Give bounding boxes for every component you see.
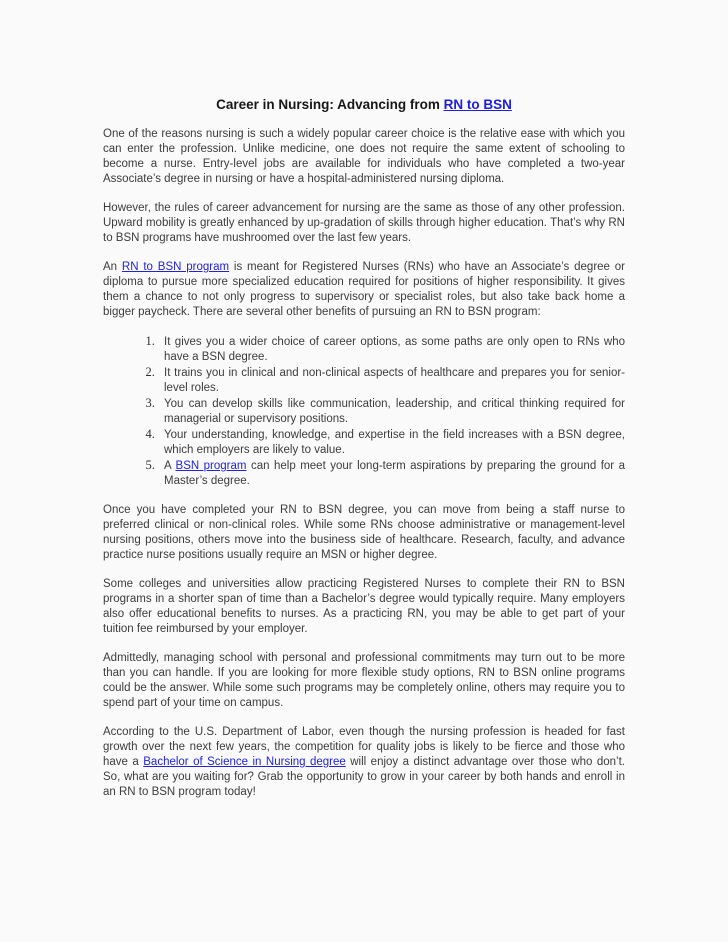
- paragraph-text: Admittedly, managing school with personal and professional commitments may turn out to be more than you can handle. If you are looking for more flexible study options, RN to BSN online programs could be the answer. While some such programs may be completely online, others may require you to spend part of your time on campus.: [103, 652, 625, 709]
- title-link-rn-to-bsn[interactable]: RN to BSN: [443, 97, 512, 112]
- benefits-list: [103, 334, 625, 489]
- paragraph-intro: [103, 127, 625, 187]
- page-title: [103, 96, 625, 113]
- list-item-text: can help meet your long-term aspirations by preparing the ground for a Master’s degree.: [164, 460, 626, 487]
- list-item-5: [158, 458, 625, 489]
- paragraph-text: will enjoy a distinct advantage over those who don’t. So, what are you waiting for? Grab the opportunity to grow in your career by both hands and enroll in an RN to BSN program today!: [103, 756, 625, 798]
- paragraph-online-programs: [103, 651, 625, 711]
- paragraph-colleges: [103, 577, 625, 637]
- paragraph-text: is meant for Registered Nurses (RNs) who have an Associate’s degree or diploma to pursue more specialized education required for positions of higher responsibility. It gives them a chance to not only progress to supervisory or specialist roles, but also take back home a bigger paycheck. There are several other benefits of pursuing an RN to BSN program:: [103, 261, 625, 318]
- paragraph-text: An: [103, 261, 122, 273]
- paragraph-text: Some colleges and universities allow practicing Registered Nurses to complete their RN to BSN programs in a shorter span of time than a Bachelor’s degree would typically require. Many employers also offer educational benefits to nurses. As a practicing RN, you may be able to get part of your tuition fee reimbursed by your employer.: [103, 578, 625, 635]
- paragraph-after-completion: [103, 503, 625, 563]
- list-item-text: A: [164, 460, 176, 472]
- paragraph-text: Once you have completed your RN to BSN degree, you can move from being a staff nurse to preferred clinical or non-clinical roles. While some RNs choose administrative or management-level nursing positions, others move into the business side of healthcare. Research, faculty, and advance practice nurse positions usually require an MSN or higher degree.: [103, 504, 625, 561]
- link-bsn-program[interactable]: BSN program: [175, 460, 247, 472]
- list-item-text: You can develop skills like communication, leadership, and critical thinking required for managerial or supervisory positions.: [164, 398, 625, 425]
- link-rn-to-bsn-program[interactable]: RN to BSN program: [121, 261, 230, 273]
- paragraph-text: According to the U.S. Department of Labor, even though the nursing profession is headed for fast growth over the next few years, the competition for quality jobs is likely to be fierce and those who have a: [103, 726, 625, 768]
- title-text: Career in Nursing: Advancing from: [216, 97, 444, 112]
- list-item-1: [158, 334, 625, 365]
- list-item-3: [158, 396, 625, 427]
- paragraph-program-definition: [103, 260, 625, 320]
- link-bachelor-of-science-in-nursing-degree[interactable]: Bachelor of Science in Nursing degree: [143, 756, 346, 768]
- list-item-text: Your understanding, knowledge, and expertise in the field increases with a BSN degree, which employers are likely to value.: [164, 429, 625, 456]
- list-item-text: It trains you in clinical and non-clinical aspects of healthcare and prepares you for senior-level roles.: [164, 367, 625, 394]
- paragraph-career-advancement: [103, 201, 625, 246]
- list-item-2: [158, 365, 625, 396]
- list-item-text: It gives you a wider choice of career options, as some paths are only open to RNs who have a BSN degree.: [164, 336, 625, 363]
- paragraph-conclusion: [103, 725, 625, 800]
- paragraph-text: However, the rules of career advancement for nursing are the same as those of any other profession. Upward mobility is greatly enhanced by up-gradation of skills through higher education. That’s why RN to BSN programs have mushroomed over the last few years.: [103, 202, 625, 244]
- paragraph-text: One of the reasons nursing is such a widely popular career choice is the relative ease with which you can enter the profession. Unlike medicine, one does not require the same extent of schooling to become a nurse. Entry-level jobs are available for individuals who have completed a two-year Associate’s degree in nursing or have a hospital-administered nursing diploma.: [103, 128, 625, 185]
- list-item-4: [158, 427, 625, 458]
